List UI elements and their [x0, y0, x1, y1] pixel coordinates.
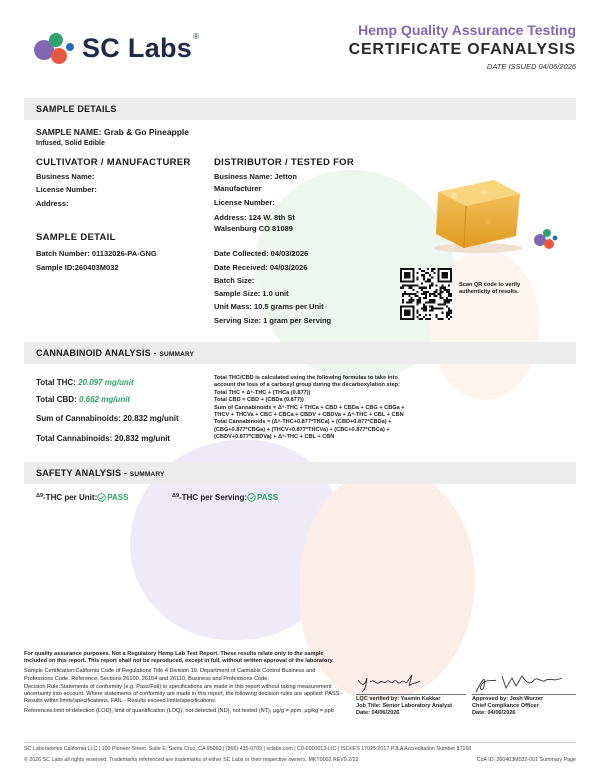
lqc-job-title: Job Title: Senior Laboratory Analyst — [356, 703, 453, 709]
cultivator-license-number: License Number: — [36, 184, 97, 194]
copyright-line: © 2026 SC Labs all rights reserved. Trademarks referenced are trademarks of either SC Labs or their respective owners. MKT0002 REV9 2/22 — [24, 757, 359, 763]
total-cbd-label: Total CBD: — [36, 395, 79, 404]
delta9-symbol: Δ9 — [172, 492, 180, 499]
formula-line: (CBDV+0.877*CBDVa) + Δ⁸-THC + CBL + CBN — [214, 434, 335, 441]
batch-size: Batch Size: — [214, 276, 255, 285]
formula-line: Total THC = Δ⁹-THC + (THCa (0.877)) — [214, 389, 311, 396]
product-photo — [424, 172, 528, 254]
safety-analysis-bar — [24, 462, 576, 484]
cultivator-address: Address: — [36, 199, 69, 208]
distributor-business-name: Business Name: Jetton Manufacturer — [214, 172, 297, 193]
sc-labs-logo-icon — [30, 28, 76, 68]
sample-id: Sample ID:260403M032 — [36, 262, 119, 272]
lqc-date: Date: 04/06/2026 — [356, 710, 400, 716]
references: References:limit of detection (LOD), limit of quantification (LOQ), not detected (ND), not tested (NT), µg/g = ppm, µg/kg = ppb — [24, 708, 334, 715]
approved-by: Approved by: Josh Wurzer — [472, 696, 544, 702]
footer-notes — [24, 651, 344, 716]
sample-details-bar — [24, 98, 576, 120]
signature-block-approval — [472, 672, 582, 717]
thc-cbd-formula-note — [214, 375, 464, 442]
report-title: Hemp Quality Assurance Testing — [358, 22, 576, 38]
lqc-verified-by: LQC verified by: Yasmin Kakkar — [356, 696, 441, 702]
check-circle-icon — [247, 493, 256, 502]
date-collected: Date Collected: 04/03/2026 — [214, 249, 309, 258]
signature-block-lqc — [356, 672, 476, 717]
sample-size: Sample Size: 1.0 unit — [214, 288, 289, 298]
disclaimer: For quality assurance purposes. Not a Regulatory Hemp Lab Test Report. These results relate only to the sample included on this report. This report shall not be reproduced, except in full, without written approval of the laboratory. — [24, 651, 334, 665]
total-cbd-value: 0.662 mg/unit — [78, 395, 131, 404]
cultivator-business-name: Business Name: — [36, 172, 95, 181]
lab-address-line: SC Laboratories California LLC | 100 Pioneer Street, Suite E, Santa Cruz, CA 95060 | (866) 435-0709 | sclabs.com | C8-0000013-LIC | ISO/IES 17025:2017 PJLA Accreditation Number 87168 — [24, 746, 472, 752]
sc-labs-mini-logo-icon — [532, 226, 558, 252]
registered-mark: ® — [193, 31, 200, 41]
qr-code[interactable] — [400, 268, 452, 320]
sc-labs-logo — [30, 28, 199, 68]
unit-mass: Unit Mass: 10.5 grams per Unit — [214, 302, 324, 311]
footer-divider — [24, 742, 576, 743]
distributor-address-line2: Walsenburg CO 81089 — [214, 224, 293, 233]
distributor-address-line1: Address: 124 W. 8th St — [214, 212, 295, 222]
logo-text: SC Labs — [82, 32, 193, 63]
thc-per-serving-result: PASS — [257, 493, 279, 502]
formula-line: THCV + THCVa + CBC + CBCa + CBDV + CBDVa + Δ⁸-THC + CBL + CBN — [214, 412, 404, 419]
decision-rule: Decision Rule:Statements of conformity (e.g. Pass/Fail) to specifications are made in this report without taking measurement uncertainty into account. Where statements of conformity are made in this report, the following decision rules are applied: PASS - Results within limits/specifications, FAIL - Results exceed limits/specifications. — [24, 683, 343, 705]
qr-caption: Scan QR code to verify authenticity of results. — [459, 282, 521, 295]
cultivator-heading: CULTIVATOR / MANUFACTURER — [36, 157, 191, 168]
formula-line: account the loss of a carboxyl group during the decarboxylation step: — [214, 382, 400, 389]
sample-name: SAMPLE NAME: Grab & Go Pineapple — [36, 127, 190, 137]
delta9-symbol: Δ9 — [36, 492, 44, 499]
date-issued: DATE ISSUED 04/06/2026 — [486, 62, 576, 71]
sample-type: Infused, Solid Edible — [36, 139, 105, 147]
total-thc-label: Total THC: — [36, 378, 79, 387]
coa-id: CoA ID: 260403M032-001 Summary Page — [476, 757, 576, 763]
signature-josh — [472, 672, 568, 694]
sample-details-heading: SAMPLE DETAILS — [36, 104, 117, 114]
distributor-license-number: License Number: — [214, 198, 275, 207]
thc-per-serving-label: -THC per Serving: — [179, 493, 248, 502]
safety-heading: SAFETY ANALYSIS - — [36, 468, 130, 478]
report-subtitle: CERTIFICATE OFANALYSIS — [348, 41, 576, 58]
safety-heading-summary: SUMMARY — [129, 471, 165, 478]
approval-date: Date: 04/06/2026 — [472, 710, 516, 716]
sample-certification: Sample Certification:California Code of Regulations Title 4 Division 19. Department of Cannabis Control Business and Professions Code. Reference: Sections 26100, 26104 and 26110, Business and Professions Code. — [24, 668, 316, 682]
approver-title: Chief Compliance Officer — [472, 703, 539, 709]
total-thc-value: 20.097 mg/unit — [78, 378, 134, 387]
cannabinoid-analysis-bar — [24, 342, 576, 364]
sample-detail-heading: SAMPLE DETAIL — [36, 232, 116, 243]
distributor-heading: DISTRIBUTOR / TESTED FOR — [214, 157, 355, 168]
sum-of-cannabinoids: Sum of Cannabinoids: 20.832 mg/unit — [36, 414, 179, 423]
formula-line: Total Cannabinoids = (Δ⁹-THC+0.877*THCa) + (CBD+0.877*CBDa) + — [214, 419, 392, 426]
signature-yasmin — [356, 672, 426, 694]
thc-per-unit-label: -THC per Unit: — [43, 493, 98, 502]
serving-size: Serving Size: 1 gram per Serving — [214, 315, 332, 325]
date-received: Date Received: 04/03/2026 — [214, 262, 308, 272]
formula-line: Sum of Cannabinoids = Δ⁹-THC + THCa + CBD + CBDa + CBG + CBGa + — [214, 404, 405, 411]
cannabinoid-heading-summary: SUMMARY — [159, 351, 195, 358]
thc-per-unit-result: PASS — [107, 493, 129, 502]
formula-line: (CBG+0.877*CBGa) + (THCV+0.877*THCVa) + (CBC+0.877*CBCa) + — [214, 426, 390, 433]
total-cannabinoids: Total Cannabinoids: 20.832 mg/unit — [36, 434, 171, 443]
cannabinoid-heading: CANNABINOID ANALYSIS - — [36, 348, 160, 358]
formula-line: Total THC/CBD is calculated using the following formulas to take into — [214, 375, 398, 381]
check-circle-icon — [97, 493, 106, 502]
formula-line: Total CBD = CBD + (CBDa (0.877)) — [214, 397, 304, 404]
page-header — [0, 0, 600, 95]
batch-number: Batch Number: 01132026-PA-GNG — [36, 249, 157, 258]
